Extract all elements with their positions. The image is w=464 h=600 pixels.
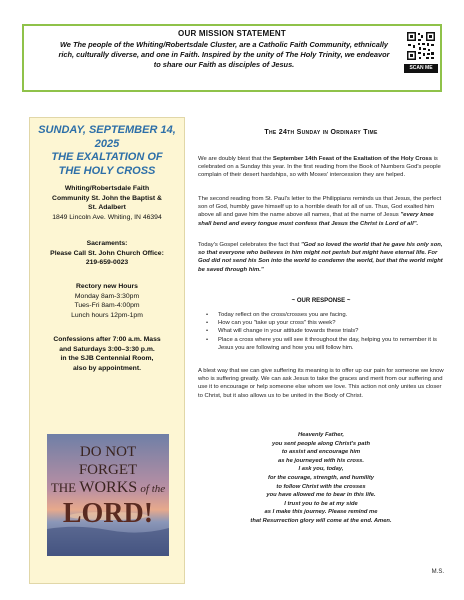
paragraph-gospel: [198, 241, 444, 274]
prayer-line: that Resurrection glory will come at the end. Amen.: [250, 517, 392, 524]
mission-statement-box: [22, 24, 442, 92]
gospel-quote: "God so loved the world that he gave his only son, so that everyone who believes in him might not perish but might have eternal life. For God did not send his Son into the world to condemn the world, but that the world might be saved through him.": [198, 242, 443, 273]
prayer-line: for the courage, strength, and humility: [268, 474, 374, 481]
confessions-line: Confessions after 7:00 a.m. Mass: [53, 336, 161, 343]
feast-line-1: THE EXALTATION OF: [51, 151, 163, 163]
prayer-line: I trust you to be at my side: [284, 500, 358, 507]
prayer-line: to assist and encourage him: [281, 449, 361, 456]
confessions-line: and Saturdays 3:00–3:30 p.m.: [59, 345, 155, 353]
parish-name-line-2: Community St. John the Baptist &: [52, 194, 162, 202]
poster-text-works: WORKS: [79, 479, 138, 496]
prayer-line: you have allowed me to bear in this life.: [266, 492, 376, 499]
sidebar: [29, 117, 185, 584]
rectory-hours: [30, 282, 184, 320]
list-item: • How can you "take up your cross" this week?: [206, 319, 438, 327]
response-title: ~ OUR RESPONSE ~: [291, 298, 351, 304]
prayer-line: as I make this journey. Please remind me: [264, 509, 378, 516]
paragraph-feast: [198, 155, 444, 180]
poster-text-do-not: DO NOT: [79, 444, 137, 460]
scan-me-label: SCAN ME: [404, 64, 438, 73]
feast-line-2: THE HOLY CROSS: [58, 164, 156, 177]
author-signature: M.S.: [431, 569, 444, 575]
rectory-hours-line: Lunch hours 12pm-1pm: [71, 311, 143, 319]
prayer-line: as he journeyed with his cross.: [277, 457, 364, 464]
prayer-line: you sent people along Christ's path: [271, 440, 370, 447]
paragraph-text: The second reading from St. Paul's letter to the Philippians reminds us that Jesus, the perfect son of God, humbly gave himself up to a horrible death for all of us. Thus, God exalted him above all and gave him the name above all names, that at the name of Jesus: [198, 196, 442, 219]
list-item: • Place a cross where you will see it throughout the day, helping you to remember it is Jesus you are following and how you will follow him.: [206, 336, 438, 352]
poster-text-lord: LORD!: [62, 498, 154, 529]
parish-name-line-3: St. Adalbert: [88, 204, 126, 211]
mission-text: We The people of the Whiting/Robertsdale Cluster, are a Catholic Faith Community, ethnically rich, culturally diverse, and one in Faith. Inspired by the unity of The Holy Trinity, we endeavor to share our Faith as disciples of Jesus.: [58, 40, 390, 69]
response-list: [206, 311, 438, 352]
paragraph-second-reading: [198, 195, 444, 228]
prayer-line: Heavenly Father,: [297, 432, 345, 438]
paragraph-text: is celebrated on a Sunday this year. In the first reading from the Book of Numbers God's people complain of their desert hardships, so with Moses' intercession they are helped.: [198, 156, 441, 179]
confessions-info: [30, 335, 184, 373]
church-phone[interactable]: 219-659-0023: [85, 259, 129, 266]
poster-text-of-the: of the: [140, 483, 166, 495]
paragraph-suffering: A blest way that we can give suffering its meaning is to offer up our pain for someone we know who is suffering greatly. We can ask Jesus to take the graces and merit from our suffering and use it to encourage or help someone else whom we love. This action not only unites us closer to Christ, but it also allows us to be united in the Body of Christ.: [198, 368, 444, 399]
confessions-line: in the SJB Centennial Room,: [60, 355, 154, 362]
rectory-hours-line: Tues-Fri 8am-4:00pm: [74, 302, 140, 309]
parish-address: 1849 Lincoln Ave. Whiting, IN 46394: [52, 213, 162, 221]
sidebar-date-heading: [30, 124, 184, 178]
sacraments-title: Sacraments:: [86, 240, 128, 247]
poster-text-the: THE: [50, 480, 77, 495]
feast-name-bold: September 14th Feast of the Exaltation of the Holy Cross: [272, 156, 432, 162]
article-title: The 24th Sunday in Ordinary Time: [264, 129, 378, 136]
scripture-quote: "every knee shall bend and every tongue must confess that Jesus the Christ is Lord of all".: [198, 212, 434, 227]
prayer-line: I ask you, today,: [298, 466, 344, 473]
mission-title: OUR MISSION STATEMENT: [178, 29, 286, 38]
sacraments-line: Please Call St. John Church Office:: [50, 249, 164, 257]
confessions-line: also by appointment.: [73, 364, 141, 372]
qr-code-icon[interactable]: [406, 31, 436, 61]
prayer: [198, 431, 444, 526]
rectory-hours-line: Monday 8am-3:30pm: [74, 292, 140, 300]
sacraments-info: [30, 239, 184, 268]
parish-name-line-1: Whiting/Robertsdale Faith: [64, 185, 150, 192]
rectory-title: Rectory new Hours: [76, 283, 138, 290]
paragraph-text: We are doubly blest that the: [198, 156, 273, 162]
prayer-line: to follow Christ with the crosses: [276, 483, 366, 490]
poster-text-forget: FORGET: [78, 462, 138, 478]
list-item: • Today reflect on the cross/crosses you are facing.: [206, 311, 438, 319]
list-item: • What will change in your attitude towards these trials?: [206, 327, 438, 335]
do-not-forget-poster-image: [47, 434, 169, 556]
date-line: SUNDAY, SEPTEMBER 14, 2025: [38, 124, 176, 150]
parish-info: [30, 184, 184, 222]
paragraph-text: Today's Gospel celebrates the fact that: [198, 242, 301, 248]
